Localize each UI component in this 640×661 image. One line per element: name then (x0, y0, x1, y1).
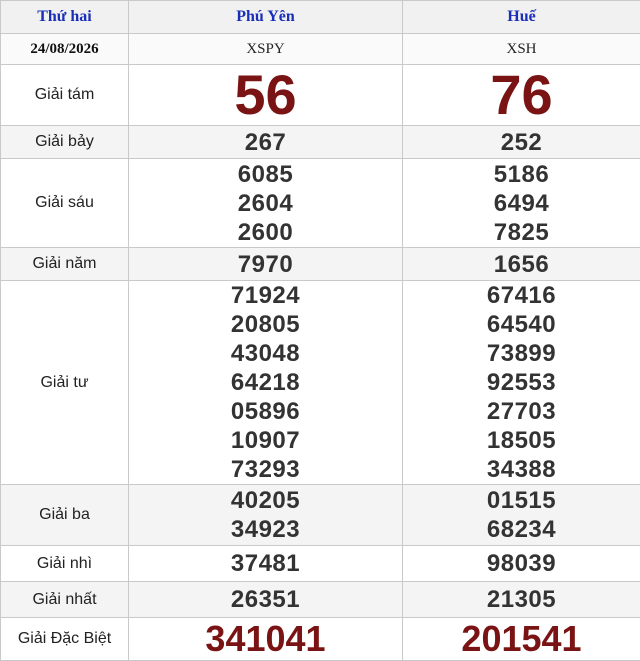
prize-cell-hue (403, 582, 640, 618)
prize-number: 2604 (129, 189, 402, 218)
prize-number: 43048 (129, 339, 402, 368)
prize-row-g7 (1, 126, 640, 159)
prize-cell-hue (403, 546, 640, 582)
prize-number: 252 (403, 128, 640, 157)
prize-number: 05896 (129, 397, 402, 426)
prize-cell-hue (403, 281, 640, 485)
prize-number: 267 (129, 128, 402, 157)
prize-cell-hue (403, 618, 640, 661)
prize-number: 6085 (129, 160, 402, 189)
prize-row-g3 (1, 485, 640, 546)
prize-number: 20805 (129, 310, 402, 339)
draw-date-link[interactable]: 24/08/2026 (1, 34, 129, 65)
prize-label: Giải sáu (1, 159, 129, 248)
prize-row-special (1, 618, 640, 661)
prize-number: 56 (129, 65, 402, 125)
prize-number: 27703 (403, 397, 640, 426)
prize-label: Giải tư (1, 281, 129, 485)
prize-number: 5186 (403, 160, 640, 189)
prize-row-g1 (1, 582, 640, 618)
prize-number: 37481 (129, 549, 402, 578)
prize-cell-phu-yen (129, 618, 403, 661)
prize-cell-phu-yen (129, 159, 403, 248)
special-prize-number: 341041 (129, 620, 402, 658)
prize-number: 01515 (403, 486, 640, 515)
prize-label: Giải bảy (1, 126, 129, 159)
prize-label: Giải tám (1, 65, 129, 126)
prize-row-g4 (1, 281, 640, 485)
prize-number: 10907 (129, 426, 402, 455)
prize-number: 40205 (129, 486, 402, 515)
province-phu-yen-link[interactable]: Phú Yên (129, 1, 403, 34)
prize-cell-hue (403, 485, 640, 546)
prize-number: 68234 (403, 515, 640, 544)
prize-number: 34923 (129, 515, 402, 544)
prize-label: Giải nhất (1, 582, 129, 618)
prize-number: 67416 (403, 281, 640, 310)
prize-cell-phu-yen (129, 65, 403, 126)
prize-row-g2 (1, 546, 640, 582)
prize-cell-hue (403, 65, 640, 126)
prize-row-g6 (1, 159, 640, 248)
prize-row-g5 (1, 248, 640, 281)
prize-label: Giải năm (1, 248, 129, 281)
prize-label: Giải Đặc Biệt (1, 618, 129, 661)
prize-number: 73293 (129, 455, 402, 484)
prize-number: 18505 (403, 426, 640, 455)
prize-number: 26351 (129, 585, 402, 614)
prize-cell-phu-yen (129, 126, 403, 159)
prize-number: 76 (403, 65, 640, 125)
prize-cell-hue (403, 248, 640, 281)
prize-label: Giải nhì (1, 546, 129, 582)
day-of-week: Thứ hai (1, 1, 129, 34)
special-prize-number: 201541 (403, 620, 640, 658)
prize-number: 92553 (403, 368, 640, 397)
prize-number: 71924 (129, 281, 402, 310)
header-row (1, 1, 640, 34)
prize-number: 98039 (403, 549, 640, 578)
prize-number: 7825 (403, 218, 640, 247)
prize-number: 1656 (403, 250, 640, 279)
subheader-row (1, 34, 640, 65)
prize-number: 6494 (403, 189, 640, 218)
prize-cell-phu-yen (129, 546, 403, 582)
prize-number: 64218 (129, 368, 402, 397)
prize-number: 73899 (403, 339, 640, 368)
prize-number: 34388 (403, 455, 640, 484)
prize-number: 21305 (403, 585, 640, 614)
code-xspy: XSPY (129, 34, 403, 65)
prize-label: Giải ba (1, 485, 129, 546)
prize-cell-phu-yen (129, 281, 403, 485)
prize-cell-hue (403, 159, 640, 248)
province-hue-link[interactable]: Huế (403, 1, 640, 34)
prize-number: 7970 (129, 250, 402, 279)
prize-cell-phu-yen (129, 248, 403, 281)
prize-cell-hue (403, 126, 640, 159)
prize-number: 2600 (129, 218, 402, 247)
prize-row-g8 (1, 65, 640, 126)
prize-number: 64540 (403, 310, 640, 339)
prize-cell-phu-yen (129, 582, 403, 618)
prize-cell-phu-yen (129, 485, 403, 546)
code-xsh: XSH (403, 34, 640, 65)
